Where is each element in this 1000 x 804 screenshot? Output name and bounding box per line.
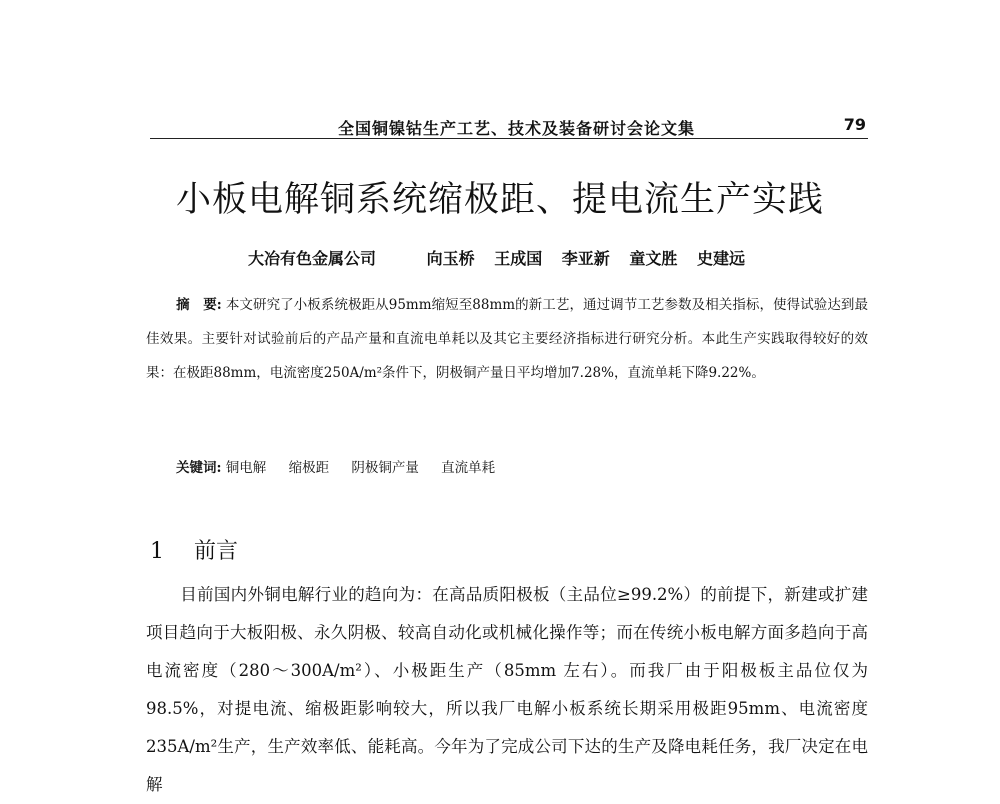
author-name: 童文胜 — [629, 249, 678, 268]
conference-name: 全国铜镍钴生产工艺、技术及装备研讨会论文集 — [338, 119, 696, 138]
section-number: 1 — [150, 539, 164, 564]
keywords-label: 关键词: — [176, 460, 222, 476]
abstract-label: 摘 要: — [176, 297, 222, 313]
author-name: 王成国 — [494, 249, 543, 268]
section-title: 前言 — [194, 539, 239, 564]
author-name: 史建远 — [696, 249, 745, 268]
abstract-text: 本文研究了小板系统极距从95mm缩短至88mm的新工艺，通过调节工艺参数及相关指标，使得试验达到最佳效果。主要针对试验前后的产品产量和直流电单耗以及其它主要经济指标进行研究分析。本此生产实践取得较好的效果：在极距88mm，电流密度250A/m²条件下，阴极铜产量日平均增加7.28%，直流单耗下降9.22%。 — [146, 297, 869, 381]
keywords — [176, 456, 513, 476]
keyword: 阴极铜产量 — [351, 460, 419, 476]
author-name: 向玉桥 — [426, 249, 475, 268]
keyword: 缩极距 — [288, 460, 330, 476]
keyword: 直流单耗 — [441, 460, 496, 476]
running-header — [150, 112, 868, 139]
author-organization: 大冶有色金属公司 — [248, 249, 377, 268]
paper-title: 小板电解铜系统缩极距、提电流生产实践 — [175, 180, 824, 220]
author-line — [0, 246, 1000, 269]
page-number: 79 — [843, 115, 866, 134]
section-heading — [150, 534, 238, 565]
abstract — [146, 288, 868, 390]
body-paragraph — [146, 576, 868, 804]
author-name: 李亚新 — [561, 249, 610, 268]
keyword: 铜电解 — [225, 460, 267, 476]
body-text: 目前国内外铜电解行业的趋向为：在高品质阳极板（主品位≥99.2%）的前提下，新建或扩建项目趋向于大板阳极、永久阴极、较高自动化或机械化操作等；而在传统小板电解方面多趋向于高电流密度（280～300A/m²）、小极距生产（85mm 左右）。而我厂由于阳极板主品位仅为98.5%，对提电流、缩极距影响较大，所以我厂电解小板系统长期采用极距95mm、电流密度235A/m²生产，生产效率低、能耗高。今年为了完成公司下达的生产及降电耗任务，我厂决定在电解 — [146, 585, 868, 794]
